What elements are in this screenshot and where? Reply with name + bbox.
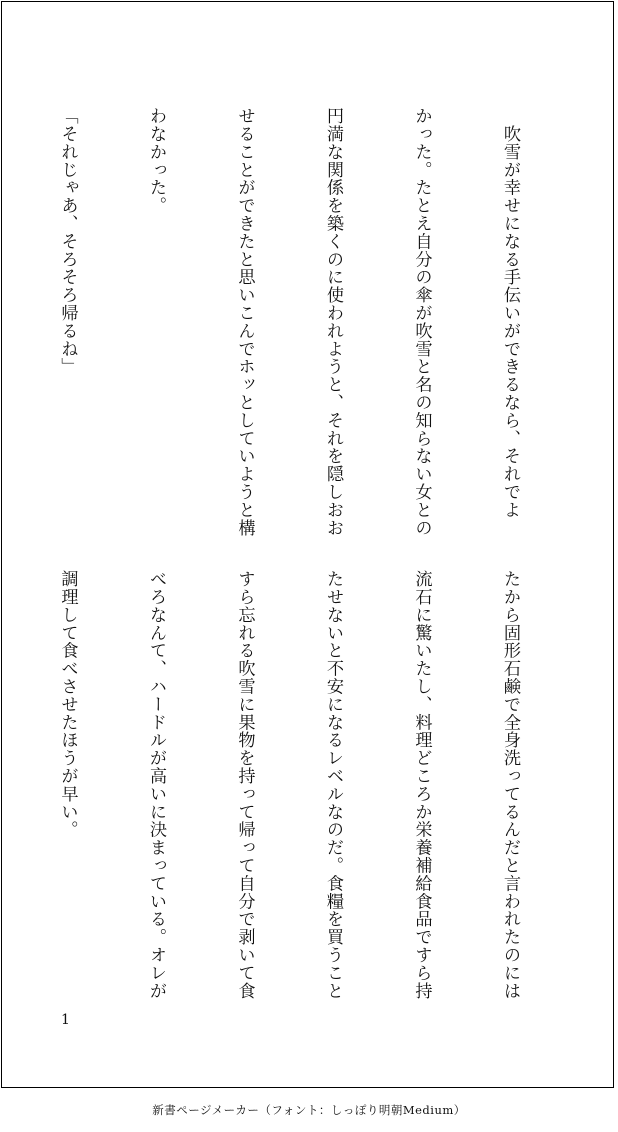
- text-line: 流石に驚いたし、料理どころか栄養補給食品ですら持: [411, 570, 432, 1000]
- text-line: 調理して食べさせたほうが早い。: [57, 570, 78, 839]
- text-line: たから固形石鹸で全身洗ってるんだと言われたのには: [500, 570, 520, 1000]
- page-number: 1: [61, 1012, 70, 1028]
- text-line: 「それじゃあ、そろそろ帰るね」: [57, 107, 78, 376]
- text-line: たせないと不安になるレベルなのだ。食糧を買うこと: [323, 570, 343, 1000]
- page-frame: [1, 1, 614, 1088]
- text-line: せることができたと思いこんでホッとしていようと構: [234, 107, 255, 537]
- text-line: べろなんて、ハードルが高いに決まっている。オレが: [146, 570, 166, 1000]
- text-line: 円満な関係を築くのに使われようと、それを隠しおお: [323, 107, 343, 537]
- text-block-upper: [0, 107, 583, 537]
- footer-credit: 新書ページメーカー（フォント：しっぽり明朝Medium）: [152, 1103, 466, 1117]
- text-line: かった。たとえ自分の傘が吹雪と名の知らない女との: [411, 107, 432, 537]
- text-line: すら忘れる吹雪に果物を持って帰って自分で剥いて食: [234, 570, 255, 1000]
- text-block-lower: [0, 570, 583, 1020]
- text-line: わなかった。: [146, 107, 166, 215]
- text-line: 吹雪が幸せになる手伝いができるなら、それでよ: [500, 107, 520, 519]
